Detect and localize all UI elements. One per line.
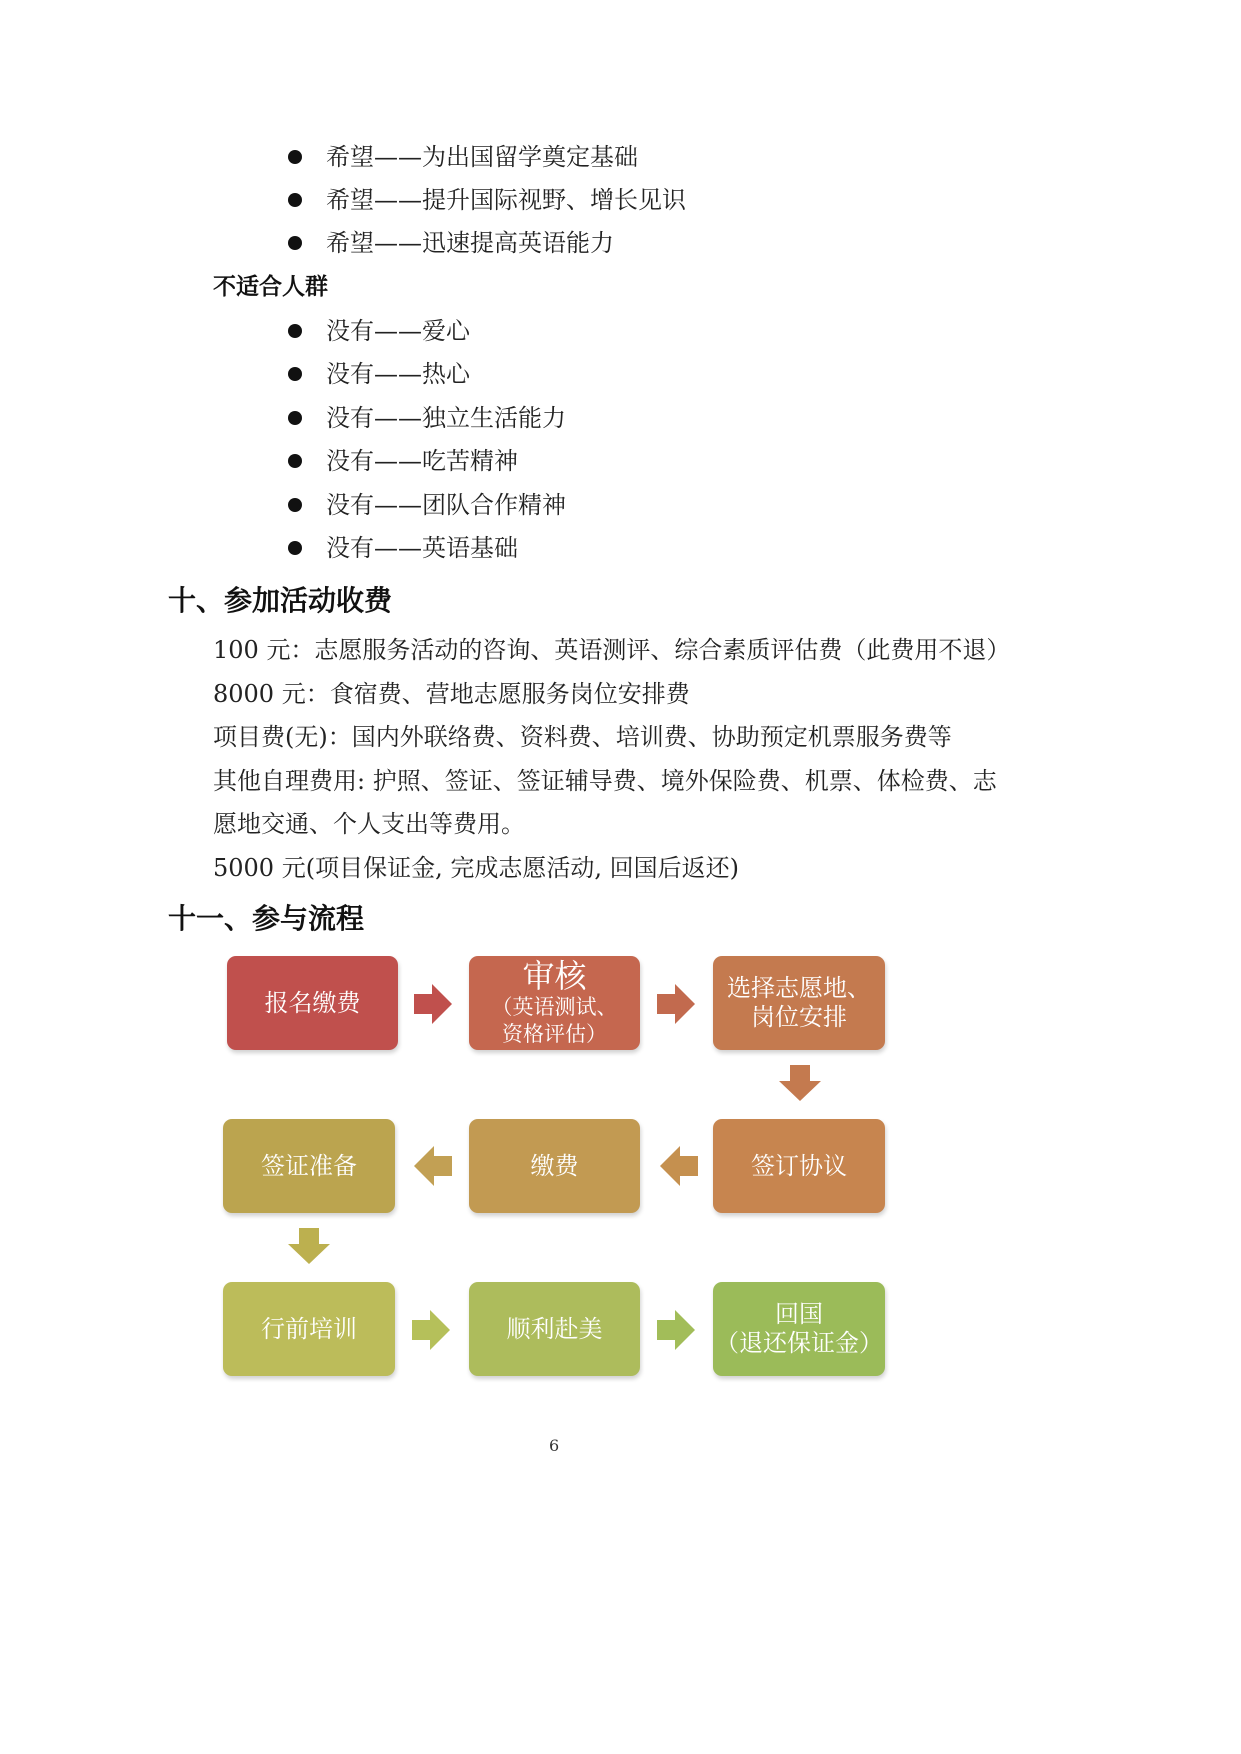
bullet-dot-icon <box>288 193 302 207</box>
flow-step-training <box>223 1282 395 1376</box>
list-item: 没有——独立生活能力 <box>326 404 566 432</box>
bullet-dot-icon <box>288 411 302 425</box>
arrow-shape <box>412 1310 450 1350</box>
flow-step-title: 缴费 <box>530 1151 579 1180</box>
flow-step-title: 签证准备 <box>261 1151 357 1180</box>
list-item: 希望——迅速提高英语能力 <box>326 229 614 257</box>
flow-step-subtitle: 岗位安排 <box>751 1003 847 1031</box>
fee-line: 100 元：志愿服务活动的咨询、英语测评、综合素质评估费（此费用不退） <box>213 636 1011 664</box>
arrow-right-icon <box>414 984 452 1024</box>
arrow-right-icon <box>657 1310 695 1350</box>
flow-step-visa <box>223 1119 395 1213</box>
arrow-shape <box>779 1065 821 1101</box>
arrow-left-icon <box>414 1146 452 1186</box>
flow-step-title: 审核 <box>522 957 587 996</box>
list-item: 没有——团队合作精神 <box>326 491 566 519</box>
flow-step-signup <box>227 956 398 1050</box>
flow-step-title: 报名缴费 <box>264 988 361 1017</box>
flow-step-payment <box>469 1119 640 1213</box>
fees-heading: 十、参加活动收费 <box>168 584 393 617</box>
arrow-down-icon <box>779 1065 821 1101</box>
list-item: 没有——英语基础 <box>326 534 518 562</box>
bullet-dot-icon <box>288 454 302 468</box>
fee-line: 其他自理费用: 护照、签证、签证辅导费、境外保险费、机票、体检费、志 <box>213 767 997 795</box>
arrow-shape <box>657 984 695 1024</box>
flow-step-title: 回国 <box>775 1300 823 1329</box>
fee-line: 5000 元(项目保证金, 完成志愿活动, 回国后返还) <box>213 854 739 882</box>
arrow-down-icon <box>288 1228 330 1264</box>
page-number: 6 <box>549 1436 560 1455</box>
bullet-dot-icon <box>288 367 302 381</box>
list-item: 没有——吃苦精神 <box>326 447 518 475</box>
list-item: 希望——为出国留学奠定基础 <box>326 143 638 171</box>
flow-step-title: 选择志愿地、 <box>727 974 871 1003</box>
list-item: 没有——爱心 <box>326 317 470 345</box>
list-item: 希望——提升国际视野、增长见识 <box>326 186 686 214</box>
arrow-right-icon <box>657 984 695 1024</box>
arrow-shape <box>657 1310 695 1350</box>
arrow-shape <box>660 1146 698 1186</box>
flow-step-sign-agreement <box>713 1119 885 1213</box>
flow-step-title: 行前培训 <box>261 1314 357 1343</box>
arrow-shape <box>414 984 452 1024</box>
flow-step-title: 签订协议 <box>751 1151 847 1180</box>
fee-line: 8000 元：食宿费、营地志愿服务岗位安排费 <box>213 680 690 708</box>
arrow-left-icon <box>660 1146 698 1186</box>
flow-step-departure <box>469 1282 640 1376</box>
unsuitable-heading: 不适合人群 <box>213 274 328 300</box>
list-item: 没有——热心 <box>326 360 470 388</box>
flow-step-placement <box>713 956 885 1050</box>
bullet-dot-icon <box>288 324 302 338</box>
bullet-dot-icon <box>288 498 302 512</box>
arrow-right-icon <box>412 1310 450 1350</box>
flow-step-subtitle: （英语测试、资格评估） <box>491 995 618 1046</box>
fee-line: 愿地交通、个人支出等费用。 <box>213 810 525 838</box>
flow-step-subtitle: （退还保证金） <box>715 1329 883 1357</box>
process-heading: 十一、参与流程 <box>168 902 365 935</box>
arrow-shape <box>288 1228 330 1264</box>
bullet-dot-icon <box>288 236 302 250</box>
bullet-dot-icon <box>288 541 302 555</box>
arrow-shape <box>414 1146 452 1186</box>
bullet-dot-icon <box>288 150 302 164</box>
fee-line: 项目费(无)：国内外联络费、资料费、培训费、协助预定机票服务费等 <box>213 723 952 751</box>
flow-step-review <box>469 956 640 1050</box>
flow-step-return <box>713 1282 885 1376</box>
flow-step-title: 顺利赴美 <box>506 1314 603 1343</box>
